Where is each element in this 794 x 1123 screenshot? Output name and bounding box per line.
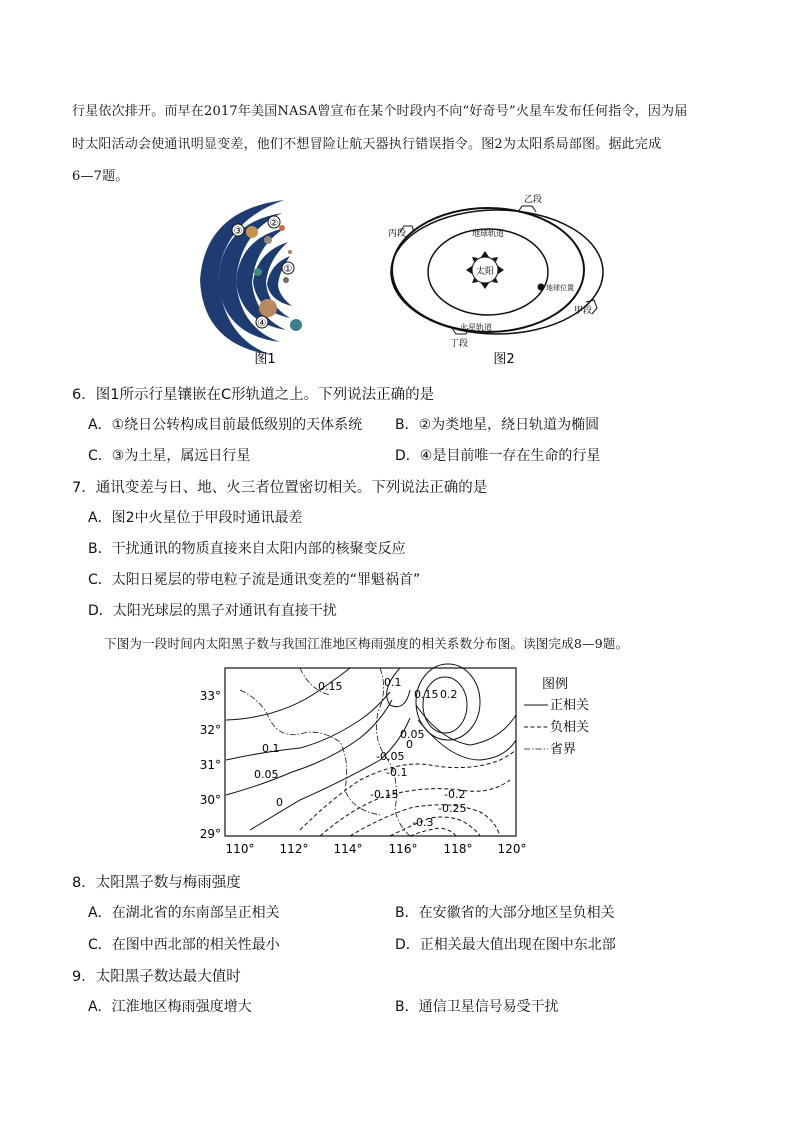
lat-30: 30° xyxy=(199,793,221,807)
question-9-stem: 9．太阳黑子数达最大值时 xyxy=(72,969,241,985)
figure-1-caption: 图1 xyxy=(254,352,276,367)
segment-bing: 丙段 xyxy=(388,229,407,239)
svg-text:0: 0 xyxy=(406,738,413,751)
question-7-option-a: A．图2中火星位于甲段时通讯最差 xyxy=(88,510,303,526)
segment-jia: 甲段 xyxy=(574,306,593,316)
fig1-label-3: ③ xyxy=(233,226,243,237)
figure-solar-system xyxy=(0,190,794,370)
svg-text:-0.05: -0.05 xyxy=(376,750,405,763)
lat-33: 33° xyxy=(199,689,221,703)
question-7-option-c: C．太阳日冕层的带电粒子流是通讯变差的“罪魁祸首” xyxy=(88,572,421,588)
question-6-option-a: A．①绕日公转构成目前最低级别的天体系统 xyxy=(88,417,363,433)
lon-112: 112° xyxy=(279,842,309,856)
lon-114: 114° xyxy=(333,842,363,856)
correlation-map xyxy=(195,662,590,862)
earth-marker xyxy=(538,284,545,291)
svg-text:-0.2: -0.2 xyxy=(444,788,466,801)
intro-line-3: 6—7题。 xyxy=(72,169,129,184)
lat-31: 31° xyxy=(199,758,221,772)
svg-text:0.15: 0.15 xyxy=(414,688,439,701)
lon-118: 118° xyxy=(443,842,473,856)
svg-text:0.1: 0.1 xyxy=(384,676,402,689)
fig1-label-4: ④ xyxy=(257,318,267,329)
svg-text:-0.1: -0.1 xyxy=(386,766,408,779)
svg-text:0.05: 0.05 xyxy=(400,728,425,741)
segment-yi: 乙段 xyxy=(524,195,543,205)
svg-text:0.05: 0.05 xyxy=(254,768,279,781)
question-8-stem: 8．太阳黑子数与梅雨强度 xyxy=(72,875,241,891)
question-9-option-a: A．江淮地区梅雨强度增大 xyxy=(88,999,252,1015)
question-8-option-c: C．在图中西北部的相关性最小 xyxy=(88,937,280,953)
lat-29: 29° xyxy=(199,827,221,841)
svg-text:0.1: 0.1 xyxy=(262,742,280,755)
question-7-option-d: D．太阳光球层的黑子对通讯有直接干扰 xyxy=(88,603,337,619)
sun-label: 太阳 xyxy=(475,267,495,277)
svg-text:-0.3: -0.3 xyxy=(412,816,434,829)
svg-text:-0.25: -0.25 xyxy=(438,802,467,815)
legend-negative: 负相关 xyxy=(550,720,590,735)
question-6-option-d: D．④是目前唯一存在生命的行星 xyxy=(395,448,601,464)
intro-line-1: 行星依次排开。而早在2017年美国NASA曾宣布在某个时段内不向“好奇号”火星车发布任何指令，因为届 xyxy=(72,104,688,119)
lat-32: 32° xyxy=(199,723,221,737)
map-intro: 下图为一段时间内太阳黑子数与我国江淮地区梅雨强度的相关系数分布图。读图完成8—9题。 xyxy=(104,636,629,651)
mars-orbit-label: 火星轨道 xyxy=(460,323,492,332)
lon-110: 110° xyxy=(225,842,255,856)
earth-orbit-label: 地球轨道 xyxy=(472,229,504,238)
lon-116: 116° xyxy=(388,842,418,856)
earth-position-label: 地球位置 xyxy=(546,284,574,292)
question-7-stem: 7．通讯变差与日、地、火三者位置密切相关。下列说法正确的是 xyxy=(72,480,488,496)
svg-text:-0.15: -0.15 xyxy=(370,788,399,801)
fig1-label-1: ① xyxy=(283,264,293,275)
lon-120: 120° xyxy=(497,842,527,856)
question-6-option-b: B．②为类地星，绕日轨道为椭圆 xyxy=(395,417,600,433)
question-6-option-c: C．③为土星，属远日行星 xyxy=(88,448,251,464)
question-8-option-a: A．在湖北省的东南部呈正相关 xyxy=(88,905,280,921)
figure-2-caption: 图2 xyxy=(493,352,515,367)
question-9-option-b: B．通信卫星信号易受干扰 xyxy=(395,999,559,1015)
segment-ding: 丁段 xyxy=(450,339,469,349)
question-7-option-b: B．干扰通讯的物质直接来自太阳内部的核聚变反应 xyxy=(88,541,406,557)
fig1-label-2: ② xyxy=(269,218,279,229)
svg-text:0.2: 0.2 xyxy=(440,688,458,701)
legend-title: 图例 xyxy=(542,677,569,692)
question-6-stem: 6．图1所示行星镶嵌在C形轨道之上。下列说法正确的是 xyxy=(72,387,435,403)
legend-positive: 正相关 xyxy=(550,698,590,713)
legend-border: 省界 xyxy=(550,742,577,757)
intro-line-2: 时太阳活动会使通讯明显变差，他们不想冒险让航天器执行错误指令。图2为太阳系局部图。据此完成 xyxy=(72,137,662,152)
svg-text:0.15: 0.15 xyxy=(318,680,343,693)
question-8-option-b: B．在安徽省的大部分地区呈负相关 xyxy=(395,905,615,921)
question-8-option-d: D．正相关最大值出现在图中东北部 xyxy=(395,937,616,953)
svg-text:0: 0 xyxy=(276,796,283,809)
